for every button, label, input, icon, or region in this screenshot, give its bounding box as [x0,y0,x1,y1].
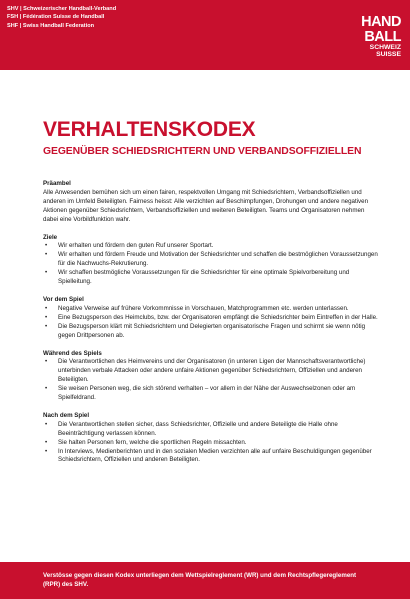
logo-word-hand: HAND [361,14,401,30]
bullet-item: • Negative Verweise auf frühere Vorkommnisse in Vorschauen, Matchprogrammen etc. werden unterlassen. [43,305,381,314]
bullet-item: • Sie halten Personen fern, welche die sportlichen Regeln missachten. [43,439,381,448]
bullet-list [43,421,381,466]
section-heading: Vor dem Spiel [43,295,84,303]
bullet-item: • Die Verantwortlichen stellen sicher, dass Schiedsrichter, Offizielle und andere Beteiligte die Halle ohne Beeinträchtigung verlassen können. [43,421,381,439]
document-subtitle: GEGENÜBER SCHIEDSRICHTERN UND VERBANDSOFFIZIELLEN [43,146,362,157]
bullet-item: • Die Verantwortlichen des Heimvereins und der Organisatoren (in unteren Ligen der Mannschaftsverantwortliche) unterbinden verbale Attacken oder andere unfaire Aktionen gegenüber Schiedsrichtern, Offiziellen und anderen Beteiligten. [43,358,381,385]
bullet-item: • Eine Bezugsperson des Heimclubs, bzw. der Organisatoren empfängt die Schiedsrichter beim Eintreffen in der Halle. [43,314,381,323]
organization-list [7,5,116,30]
bullet-list [43,305,381,341]
section [43,234,381,287]
bullet-item: • Sie weisen Personen weg, die sich störend verhalten – vor allem in der Nähe der Auswechselzonen oder am Spielfeldrand. [43,385,381,403]
section-heading: Während des Spiels [43,349,102,357]
section [43,296,381,341]
section [43,412,381,465]
logo-word-ball: BALL [364,29,401,45]
bullet-item: • Die Bezugsperson klärt mit Schiedsrichtern und Delegierten organisatorische Fragen und schirmt sie wenn nötig gegen Drittpersonen ab. [43,323,381,341]
logo-word-suisse: SUISSE [376,51,401,58]
bullet-item: • Wir schaffen bestmögliche Voraussetzungen für die Schiedsrichter für eine optimale Spielvorbereitung und Spielleitung. [43,269,381,287]
org-line-shf: SHF | Swiss Handball Federation [7,22,95,29]
footer-note: Verstösse gegen diesen Kodex unterliegen dem Wettspielreglement (WR) und dem Rechtspflegereglement (RPR) des SHV. [43,572,357,588]
section-heading: Präambel [43,180,71,187]
org-line-fsh: FSH | Fédération Suisse de Handball [7,14,105,21]
bullet-item: • In Interviews, Medienberichten und in den sozialen Medien verzichten alle auf unfaire Beschuldigungen gegenüber Schiedsrichtern, Offiziellen und anderen Beteiligten. [43,448,381,466]
org-line-shv: SHV | Schweizerischer Handball-Verband [7,6,117,12]
document-title: VERHALTENSKODEX [43,118,256,141]
section-paragraph: Alle Anwesenden bemühen sich um einen fairen, respektvollen Umgang mit Schiedsrichtern, Verbandsoffiziellen und anderen im Umfeld Beteiligten. Fairness heisst: Alle verzichten auf Beschimpfungen, Drohungen und andere negativen Aktionen gegenüber Schiedsrichtern, Verbandsoffiziellen und weiteren Beteiligten. Teams und Organisatoren nehmen dabei eine Vorbildfunktion wahr. [43,188,369,223]
bullet-item: • Wir erhalten und fördern den guten Ruf unserer Sportart. [43,242,381,251]
section-heading: Nach dem Spiel [43,411,90,419]
section [43,180,381,225]
document-body [43,180,381,474]
bullet-list [43,358,381,403]
section [43,350,381,403]
section-heading: Ziele [43,233,58,241]
header-band [0,0,410,70]
handball-schweiz-logo [350,12,402,64]
bullet-list [43,242,381,287]
logo-word-schweiz: SCHWEIZ [369,44,401,51]
bullet-item: • Wir erhalten und fördern Freude und Motivation der Schiedsrichter und schaffen die bestmöglichen Voraussetzungen für die Nachwuchs-Rekrutierung. [43,251,381,269]
